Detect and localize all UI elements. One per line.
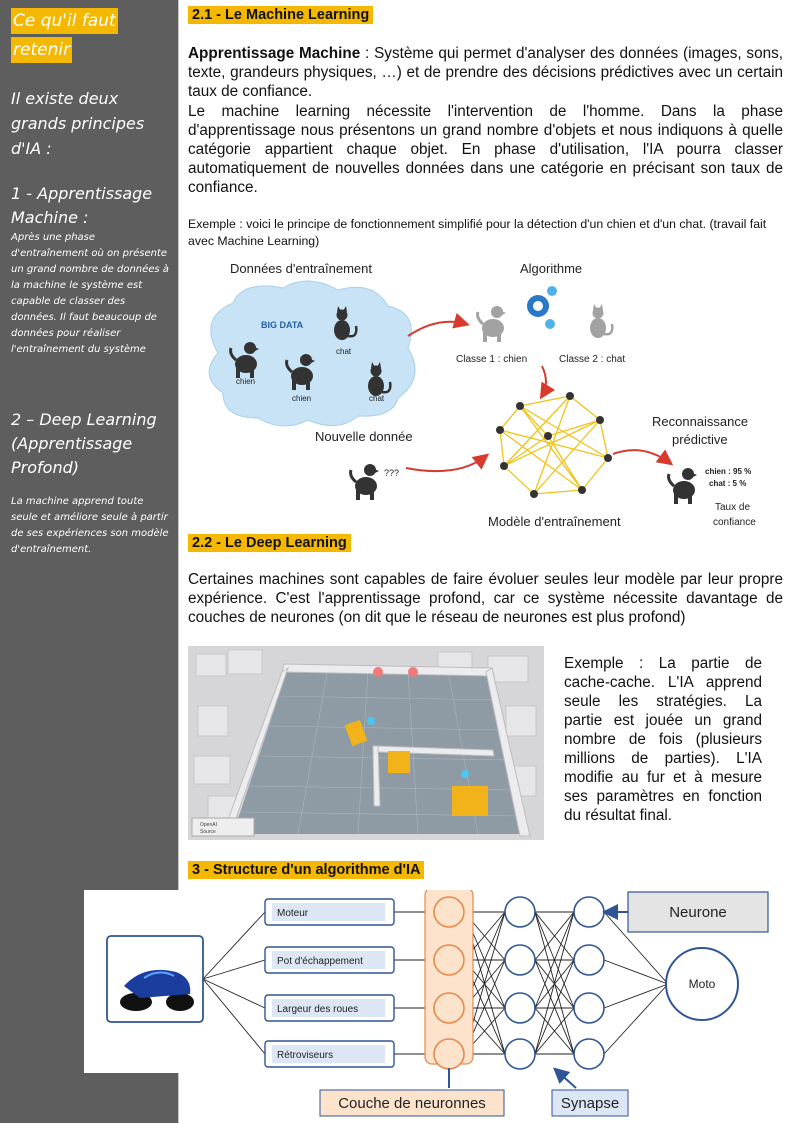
output-label: Moto	[688, 977, 716, 991]
class2-label: Classe 2 : chat	[559, 354, 626, 365]
neuron-node	[434, 1039, 464, 1069]
neuron-node	[434, 897, 464, 927]
predictive-recognition-line2: prédictive	[672, 432, 728, 447]
gear-icon	[545, 319, 555, 329]
class1-label: Classe 1 : chien	[456, 354, 528, 365]
section-heading-ai-structure: 3 - Structure d'un algorithme d'IA	[188, 861, 424, 879]
neuron-node	[574, 993, 604, 1023]
training-model-network	[500, 396, 608, 494]
neuron-node	[574, 945, 604, 975]
cat-silhouette	[590, 304, 612, 338]
sidebar-text-ml: Après une phase d'entraînement où on présente un grand nombre de données à la machine le système est capable de classer des données. Il faut beaucoup de données pour réaliser l'entraînement du système	[11, 232, 169, 355]
input-feature-label: Pot d'échappement	[277, 956, 363, 967]
dog-silhouette	[351, 464, 379, 500]
neuron-node	[434, 945, 464, 975]
ml-definition-paragraph	[188, 44, 783, 101]
training-data-label: Données d'entraînement	[230, 261, 372, 276]
algorithm-label: Algorithme	[520, 261, 583, 276]
ml-example-text: Exemple : voici le principe de fonctionnement simplifié pour la détection d'un chien et d'un chat. (travail fait avec Machine Learning)	[188, 217, 767, 248]
neural-network-diagram	[84, 890, 774, 1123]
dog-label: chien	[236, 377, 256, 386]
unknown-label: ???	[384, 468, 400, 478]
cat-label: chat	[369, 394, 385, 403]
red-arrow	[542, 366, 546, 396]
gear-icon-hole	[533, 301, 543, 311]
neuron-label: Neurone	[669, 904, 727, 921]
new-data-label: Nouvelle donnée	[315, 429, 413, 444]
hide-and-seek-screenshot	[188, 646, 544, 840]
neuron-node	[505, 897, 535, 927]
sidebar-heading-dl: 2 – Deep Learning (Apprentissage Profond)	[11, 410, 157, 477]
result-dog: chien : 95 %	[705, 467, 752, 476]
ml-explanation-paragraph: Le machine learning nécessite l'intervention de l'homme. Dans la phase d'apprentissage nous présentons un grand nombre d'objets et nous indiquons à quelle catégorie appartient chaque objet. En phase d'utilisation, l'IA pourra classer automatiquement de nouvelles données dans une catégorie en précisant son taux de confiance.	[188, 103, 783, 196]
section-heading-deep-learning: 2.2 - Le Deep Learning	[188, 534, 351, 552]
hider-agent	[461, 770, 469, 778]
hider-agent	[367, 717, 375, 725]
big-data-cloud	[209, 281, 415, 426]
video-label-line2: Source	[200, 829, 216, 835]
model-label: Modèle d'entraînement	[488, 514, 621, 529]
seeker-agent	[408, 667, 418, 677]
sidebar-intro: Il existe deux grands principes d'IA :	[11, 89, 145, 158]
neuron-node	[574, 1039, 604, 1069]
red-arrow	[408, 322, 466, 336]
layer-label: Couche de neuronnes	[338, 1095, 486, 1112]
dog-label: chien	[292, 394, 312, 403]
dog-silhouette	[669, 468, 697, 504]
red-arrow	[406, 456, 486, 471]
neuron-node	[505, 1039, 535, 1069]
hide-and-seek-example-text: Exemple : La partie de cache-cache. L'IA apprend seule les stratégies. La partie est jouée un grand nombre de fois (plusieurs millions de parties). L'IA modifie au fur et à mesure ses paramètres en fonction du résultat final.	[564, 655, 762, 824]
sidebar-heading-ml: 1 - Apprentissage Machine :	[11, 184, 153, 227]
big-data-label: BIG DATA	[261, 320, 304, 330]
dl-paragraph: Certaines machines sont capables de faire évoluer seules leur modèle par leur propre expérience. C'est l'apprentissage profond, car ce système nécessite davantage de couches de neurones (on dit que le réseau de neurones est plus profond)	[188, 571, 783, 626]
sidebar-text-dl: La machine apprend toute seule et améliore seule à partir de ses expériences son modèle d'entraînement.	[11, 496, 169, 555]
neuron-node	[574, 897, 604, 927]
result-cat: chat : 5 %	[709, 479, 747, 488]
ml-definition-text: : Système qui permet d'analyser des données (images, sons, texte, grandeurs physiques, …) et de prendre des décisions prédictives avec un certain taux de confiance.	[188, 45, 783, 100]
sidebar-title-line2: retenir	[11, 37, 72, 63]
confidence-label-line2: confiance	[713, 517, 756, 528]
seeker-agent	[373, 667, 383, 677]
dog-silhouette	[478, 306, 506, 342]
predictive-recognition-line1: Reconnaissance	[652, 414, 749, 429]
neuron-node	[434, 993, 464, 1023]
input-feature-label: Rétroviseurs	[277, 1050, 334, 1061]
synapse-label: Synapse	[560, 1095, 620, 1112]
cat-label: chat	[336, 347, 352, 356]
yellow-box	[388, 751, 410, 773]
yellow-box	[452, 786, 488, 816]
input-feature-label: Moteur	[277, 908, 309, 919]
ml-definition-term: Apprentissage Machine	[188, 45, 361, 62]
sidebar-title	[11, 8, 129, 66]
gear-icon	[547, 286, 557, 296]
neuron-node	[505, 945, 535, 975]
red-arrow	[613, 450, 670, 463]
neuron-node	[505, 993, 535, 1023]
sidebar-title-line1: Ce qu'il faut	[11, 8, 118, 34]
ml-principle-diagram	[188, 258, 783, 534]
input-feature-label: Largeur des roues	[277, 1004, 359, 1015]
confidence-label-line1: Taux de	[715, 502, 751, 513]
section-heading-machine-learning: 2.1 - Le Machine Learning	[188, 6, 373, 24]
video-label-line1: OpenAI	[200, 822, 217, 828]
